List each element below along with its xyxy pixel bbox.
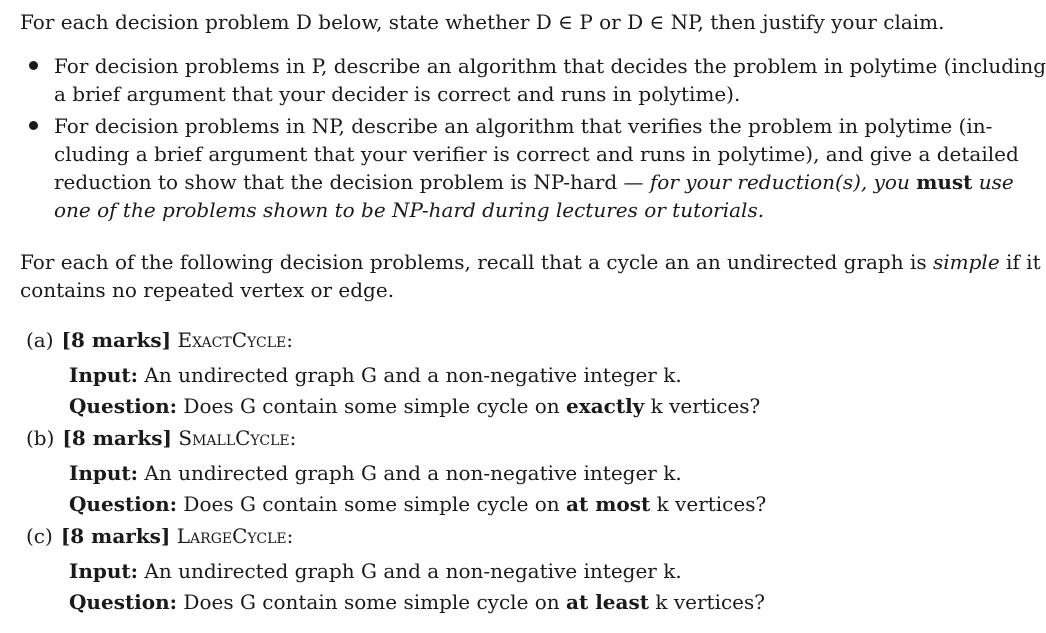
reduction-text: reduction to show that the decision problem is NP-hard — [54,170,650,194]
input-label: Input: [69,559,139,583]
bullet-text-line: a brief argument that your decider is correct and runs in polytime). [54,82,741,106]
problem-input [69,556,1010,587]
input-text: An undirected graph G and a non-negative integer k. [144,559,682,583]
problem-body [20,360,1010,422]
bullet-text-line [54,196,1010,224]
problem-heading [20,424,1010,452]
problem-small-cycle [20,424,1010,520]
question-emphasis: at most [566,492,651,516]
problem-name: SmallCycle: [178,426,297,450]
bullet-p-problems [20,52,1046,108]
problem-label: (c) [26,524,53,548]
question-label: Question: [69,492,178,516]
problem-input [69,458,1010,489]
problem-list [20,326,1010,618]
problem-label: (b) [26,426,55,450]
definition-text-end: if it [999,250,1041,274]
definition-line: contains no repeated vertex or edge. [20,278,395,302]
reduction-requirement: for your reduction(s), you [649,170,917,194]
problem-label: (a) [26,328,54,352]
problem-marks: [8 marks] [60,524,171,548]
question-emphasis: exactly [566,394,645,418]
must-emphasis: must [916,170,973,194]
bullet-text-line: cluding a brief argument that your verifier is correct and runs in polytime), and give a detailed [54,142,1019,166]
reduction-requirement-cont: one of the problems shown to be NP-hard during lectures or tutorials. [54,198,765,222]
problem-name: ExactCycle: [177,328,293,352]
intro-instruction: For each decision problem D below, state whether D ∈ P or D ∈ NP, then justify your claim. [20,10,945,34]
definition-line [20,248,1041,276]
question-text: Does G contain some simple cycle on [183,394,567,418]
bullet-dot-icon [29,121,38,130]
problem-question [69,391,1010,422]
bullet-text-line [54,168,1014,196]
problem-body [20,458,1010,520]
problem-large-cycle [20,522,1010,618]
question-text: Does G contain some simple cycle on [183,590,567,614]
problem-marks: [8 marks] [61,328,172,352]
problem-marks: [8 marks] [62,426,173,450]
problem-heading [20,326,1010,354]
bullet-dot-icon [29,61,38,70]
bullet-text-line: For decision problems in NP, describe an algorithm that verifies the problem in polytime (in- [54,114,993,138]
question-emphasis: at least [566,590,649,614]
question-label: Question: [69,394,178,418]
question-text-end: k vertices? [650,492,767,516]
bullet-np-problems [20,112,1019,224]
problem-question [69,489,1010,520]
problem-name: LargeCycle: [176,524,294,548]
definition-text: For each of the following decision problems, recall that a cycle an an undirected graph is [20,250,933,274]
question-text-end: k vertices? [649,590,765,614]
reduction-requirement-end: use [972,170,1014,194]
instruction-bullets [20,52,1046,224]
simple-term: simple [933,250,1000,274]
problem-heading [20,522,1010,550]
question-text-end: k vertices? [644,394,761,418]
input-text: An undirected graph G and a non-negative integer k. [144,461,682,485]
problem-question [69,587,1010,618]
input-label: Input: [69,461,139,485]
problem-input [69,360,1010,391]
simple-cycle-definition [20,248,1041,304]
bullet-text-line: For decision problems in P, describe an algorithm that decides the problem in polytime (including [54,54,1046,78]
problem-body [20,556,1010,618]
input-label: Input: [69,363,139,387]
question-text: Does G contain some simple cycle on [183,492,567,516]
problem-exact-cycle [20,326,1010,422]
input-text: An undirected graph G and a non-negative integer k. [144,363,682,387]
question-label: Question: [69,590,178,614]
assignment-page [20,0,1046,620]
